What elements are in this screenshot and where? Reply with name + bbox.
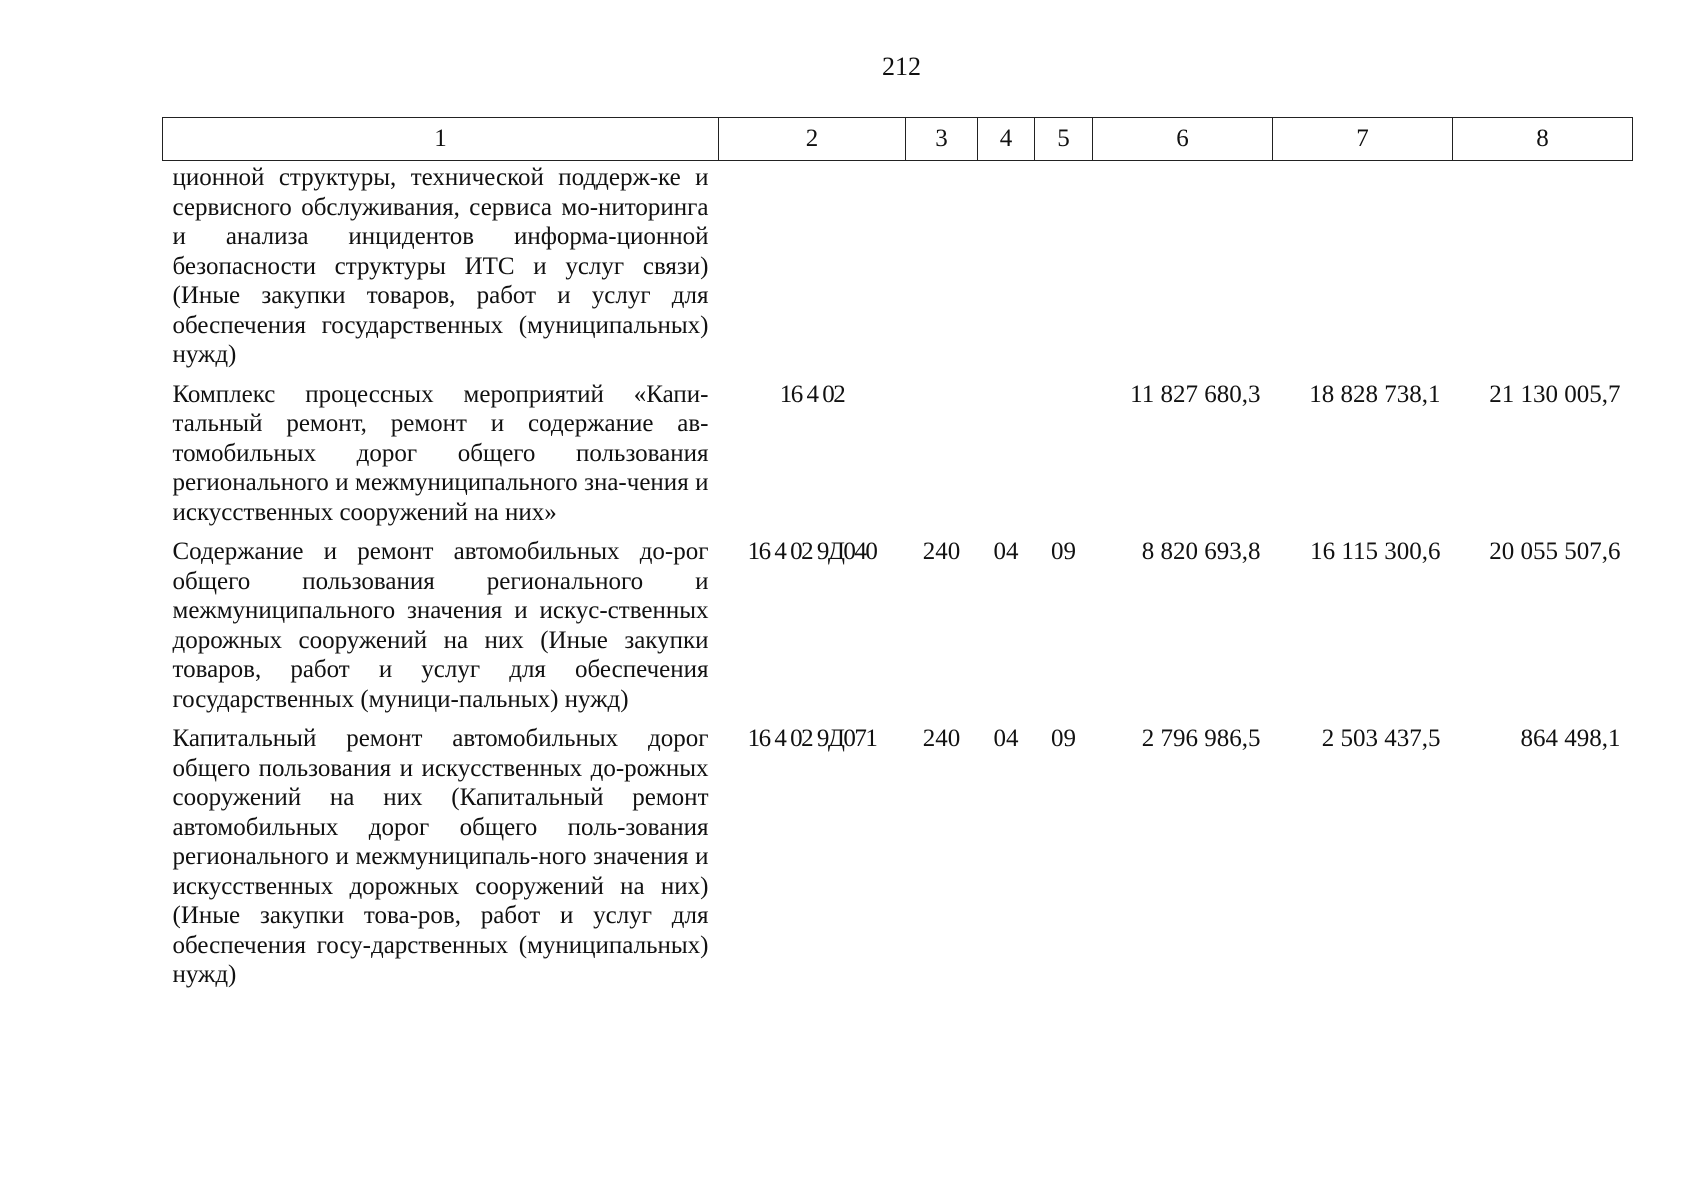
row-amount-col6: 2 796 986,5 <box>1141 725 1261 752</box>
row-section: 04 <box>993 538 1019 565</box>
column-header-8: 8 <box>1453 118 1633 161</box>
table-header-row <box>163 118 1633 161</box>
table-row <box>163 714 1633 990</box>
column-header-2: 2 <box>719 118 906 161</box>
row-section <box>978 370 1035 528</box>
row-description: Комплекс процессных мероприятий «Капи-тальный ремонт, ремонт и содержание ав-томобильных дорог общего пользования регионального и межмуниципального зна-чения и искусственных сооружений на них» <box>172 380 709 526</box>
row-subsection <box>1035 370 1093 528</box>
table-row <box>163 370 1633 528</box>
row-description: ционной структуры, технической поддерж-ке и сервисного обслуживания, сервиса мо-ниторинга и анализа инцидентов информа-ционной безопасности структуры ИТС и услуг связи) (Иные закупки товаров, работ и услуг для обеспечения государственных (муниципальных) нужд) <box>172 164 709 368</box>
row-target-code: 16 4 02 <box>779 380 845 408</box>
column-header-5: 5 <box>1035 118 1093 161</box>
table-row <box>163 527 1633 714</box>
row-amount-col6: 8 820 693,8 <box>1141 538 1261 565</box>
row-expense-type <box>906 370 978 528</box>
row-subsection: 09 <box>1051 538 1076 565</box>
row-amount-col7 <box>1273 161 1453 370</box>
table-row <box>163 161 1633 370</box>
column-header-3: 3 <box>906 118 978 161</box>
row-description: Содержание и ремонт автомобильных до-рог общего пользования регионального и межмуниципального значения и искус-ственных дорожных сооружений на них (Иные закупки товаров, работ и услуг для обеспечения государственных (муници-пальных) нужд) <box>172 538 709 713</box>
column-header-7: 7 <box>1273 118 1453 161</box>
page-number: 212 <box>882 52 921 81</box>
column-header-1: 1 <box>163 118 719 161</box>
row-amount-col8: 20 055 507,6 <box>1489 538 1621 565</box>
column-header-4: 4 <box>978 118 1035 161</box>
row-amount-col8: 21 130 005,7 <box>1489 380 1621 408</box>
row-amount-col8 <box>1453 161 1633 370</box>
row-amount-col7: 2 503 437,5 <box>1321 725 1441 752</box>
row-amount-col6 <box>1093 161 1273 370</box>
row-section: 04 <box>993 725 1019 752</box>
column-header-6: 6 <box>1093 118 1273 161</box>
row-target-code <box>719 161 906 370</box>
row-target-code: 16 4 02 9Д040 <box>747 538 877 565</box>
row-subsection: 09 <box>1051 725 1076 752</box>
row-section <box>978 161 1035 370</box>
row-target-code: 16 4 02 9Д071 <box>747 725 877 752</box>
row-amount-col7: 16 115 300,6 <box>1310 538 1441 565</box>
row-expense-type <box>906 161 978 370</box>
row-expense-type: 240 <box>922 538 961 565</box>
row-expense-type: 240 <box>922 725 961 752</box>
row-subsection <box>1035 161 1093 370</box>
row-description: Капитальный ремонт автомобильных дорог общего пользования и искусственных до-рожных сооружений на них (Капитальный ремонт автомобильных дорог общего поль-зования регионального и межмуниципаль-ного значения и искусственных дорожных сооружений на них) (Иные закупки това-ров, работ и услуг для обеспечения госу-дарственных (муниципальных) нужд) <box>172 725 709 988</box>
row-amount-col6: 11 827 680,3 <box>1130 380 1261 408</box>
budget-table <box>162 117 1633 990</box>
row-amount-col8: 864 498,1 <box>1520 725 1621 752</box>
row-amount-col7: 18 828 738,1 <box>1309 380 1441 408</box>
